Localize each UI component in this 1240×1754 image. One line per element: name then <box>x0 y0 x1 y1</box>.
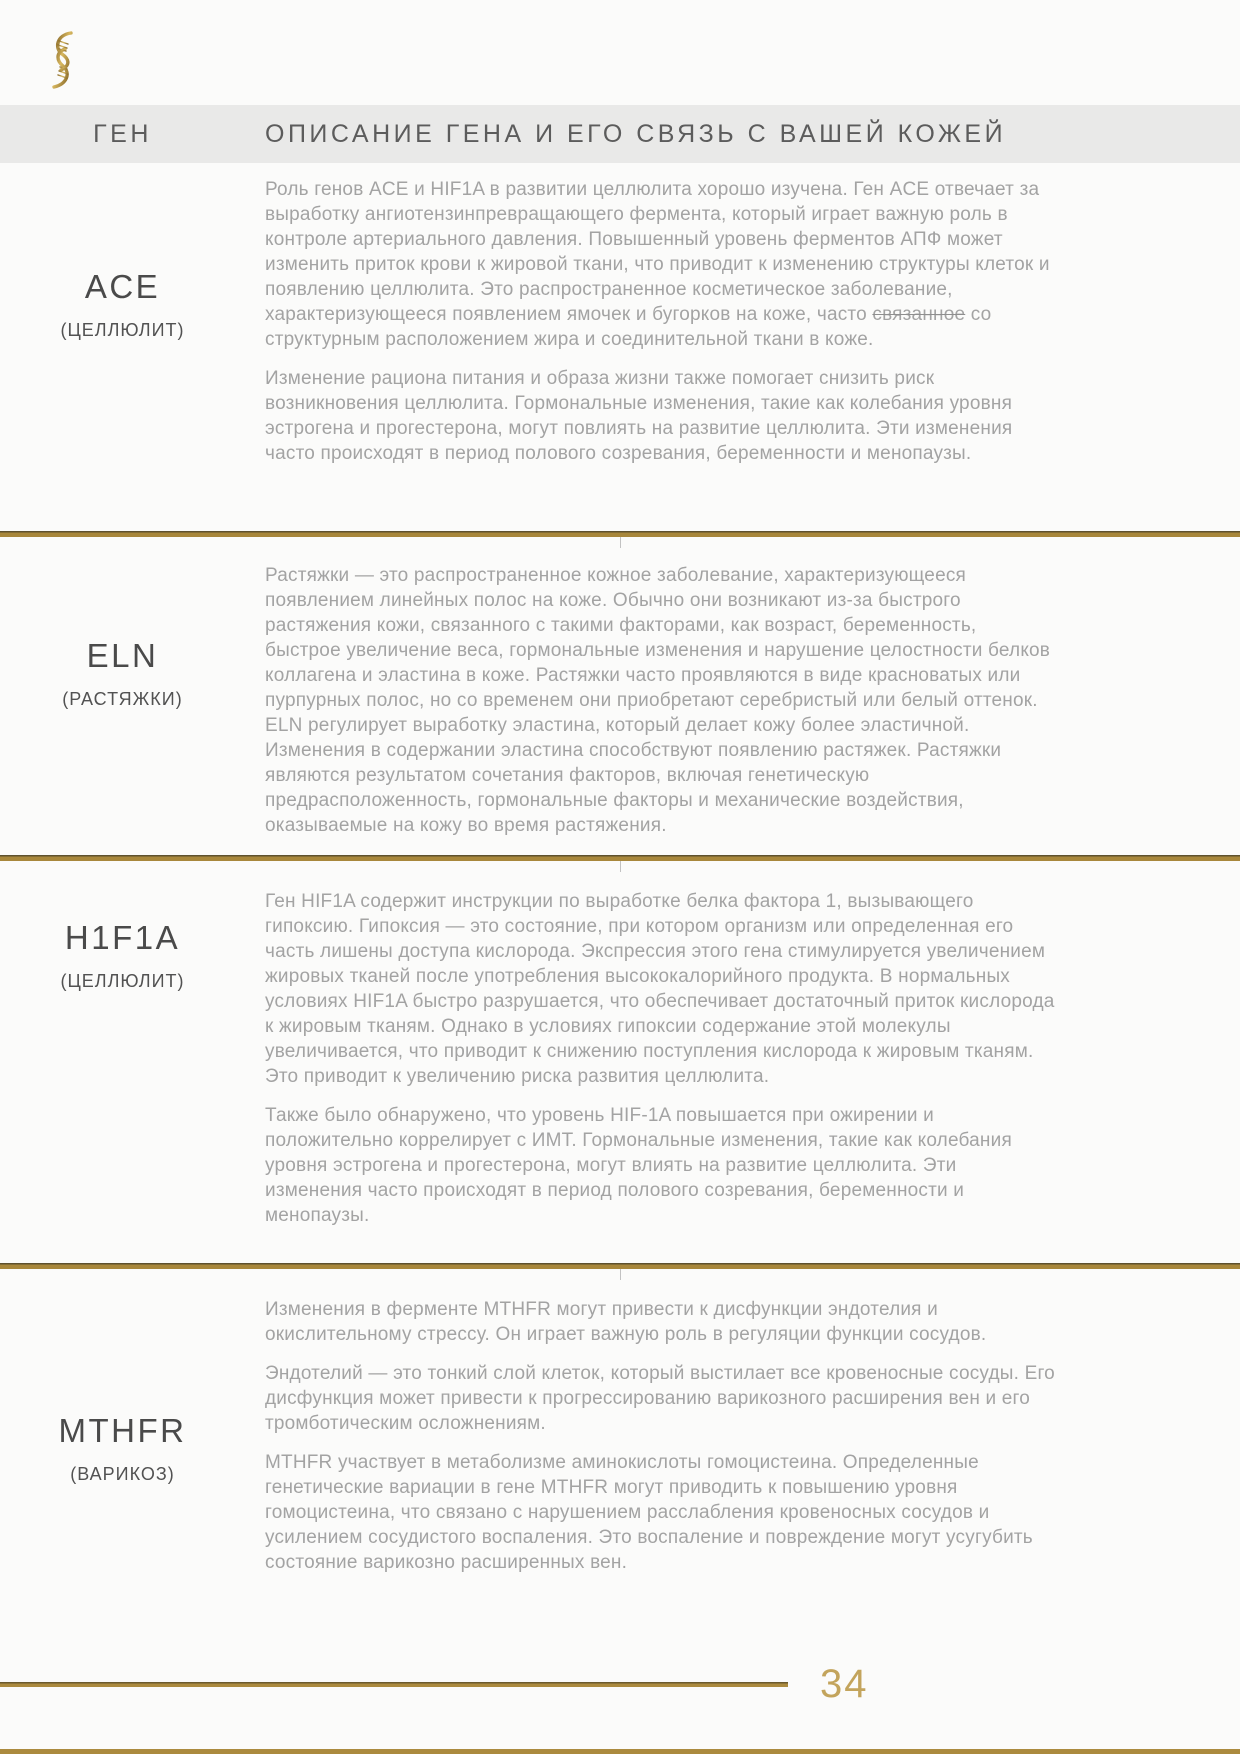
table-row-mthfr <box>0 1269 1240 1659</box>
gene-name: ELN <box>86 637 159 674</box>
gene-cell-eln <box>0 537 245 855</box>
paragraph-text: Роль генов ACE и HIF1A в развитии целлюлита хорошо изучена. Ген ACE отвечает за выработку ангиотензинпревращающего фермента, который играет важную роль в контроле артериального давления. Повышенный уровень ферментов АПФ может изменить приток крови к жировой ткани, что приводит к изменению структуры клеток и появлению целлюлита. Это распространенное косметическое заболевание, характеризующееся появлением ямочек и бугорков на коже, часто <box>265 179 1050 325</box>
paragraph: Также было обнаружено, что уровень HIF-1A повышается при ожирении и положительно коррелирует с ИМТ. Гормональные изменения, такие как колебания уровня эстрогена и прогестерона, могут влиять на развитие целлюлита. Эти изменения часто происходят в период полового созревания, беременности и менопаузы. <box>265 1105 1012 1226</box>
gene-trait: (ЦЕЛЛЮЛИТ) <box>60 320 185 340</box>
gene-trait: (РАСТЯЖКИ) <box>62 689 183 709</box>
page-footer <box>0 1662 1240 1707</box>
paragraph <box>265 177 1055 352</box>
description-cell-h1f1a <box>245 861 1240 1263</box>
dna-logo-icon <box>46 30 80 90</box>
header-gene-column: ГЕН <box>93 119 152 148</box>
row-separator <box>0 1263 1240 1269</box>
footer-rule <box>0 1682 788 1687</box>
description-cell-mthfr <box>245 1269 1240 1659</box>
column-divider-tick <box>620 1269 621 1280</box>
struck-word: связанное <box>872 304 966 325</box>
table-row-ace <box>0 163 1240 531</box>
paragraph: Растяжки — это распространенное кожное заболевание, характеризующееся появлением линейных полос на коже. Обычно они возникают из-за быстрого растяжения кожи, связанного с такими факторами, как возраст, беременность, быстрое увеличение веса, гормональные изменения и нарушение целостности белков коллагена и эластина в коже. Растяжки часто проявляются в виде красноватых или пурпурных полос, но со временем они приобретают серебристый или белый оттенок. ELN регулирует выработку эластина, который делает кожу более эластичной. Изменения в содержании эластина способствуют появлению растяжек. Растяжки являются результатом сочетания факторов, включая генетическую предрасположенность, гормональные факторы и механические воздействия, оказываемые на кожу во время растяжения. <box>265 565 1051 836</box>
column-divider-tick <box>620 537 621 548</box>
dna-logo-svg <box>46 30 80 90</box>
gene-name: ACE <box>84 268 161 305</box>
gene-name: MTHFR <box>58 1412 187 1449</box>
description-cell-eln <box>245 537 1240 855</box>
paragraph: Изменение рациона питания и образа жизни также помогает снизить риск возникновения целлюлита. Гормональные изменения, такие как колебания уровня эстрогена и прогестерона, могут повлиять на развитие целлюлита. Эти изменения часто происходят в период полового созревания, беременности и менопаузы. <box>265 368 1013 464</box>
gene-name: H1F1A <box>64 919 181 956</box>
gene-trait: (ВАРИКОЗ) <box>70 1464 175 1484</box>
paragraph: Эндотелий — это тонкий слой клеток, который выстилает все кровеносные сосуды. Его дисфункция может привести к прогрессированию варикозного расширения вен и его тромботическим осложнениям. <box>265 1363 1055 1434</box>
bottom-gold-bar <box>0 1749 1240 1754</box>
table-header <box>0 105 1240 163</box>
gene-trait: (ЦЕЛЛЮЛИТ) <box>60 971 185 991</box>
gene-cell-ace <box>0 163 245 531</box>
page-number: 34 <box>820 1662 869 1706</box>
row-separator <box>0 531 1240 537</box>
paragraph-text: со структурным расположением жира и соединительной ткани в коже. <box>265 304 992 350</box>
paragraph: MTHFR участвует в метаболизме аминокислоты гомоцистеина. Определенные генетические вариации в гене MTHFR могут приводить к повышению уровня гомоцистеина, что связано с нарушением расслабления кровеносных сосудов и усилением сосудистого воспаления. Это воспаление и повреждение могут усугубить состояние варикозно расширенных вен. <box>265 1452 1033 1573</box>
column-divider-tick <box>620 861 621 872</box>
paragraph: Изменения в ферменте MTHFR могут привести к дисфункции эндотелия и окислительному стрессу. Он играет важную роль в регуляции функции сосудов. <box>265 1299 987 1345</box>
table-row-eln <box>0 537 1240 855</box>
gene-cell-mthfr <box>0 1269 245 1659</box>
header-description-column: ОПИСАНИЕ ГЕНА И ЕГО СВЯЗЬ С ВАШЕЙ КОЖЕЙ <box>265 119 1007 148</box>
table-row-h1f1a <box>0 861 1240 1263</box>
row-separator <box>0 855 1240 861</box>
description-cell-ace <box>245 163 1240 531</box>
table-body <box>0 163 1240 1659</box>
paragraph: Ген HIF1A содержит инструкции по выработке белка фактора 1, вызывающего гипоксию. Гипоксия — это состояние, при котором организм или определенная его часть лишены доступа кислорода. Экспрессия этого гена стимулируется увеличением жировых тканей после употребления высококалорийного продукта. В нормальных условиях HIF1A быстро разрушается, что обеспечивает достаточный приток кислорода к жировым тканям. Однако в условиях гипоксии содержание этой молекулы увеличивается, что приводит к снижению поступления кислорода к жировым тканям. Это приводит к увеличению риска развития целлюлита. <box>265 891 1055 1087</box>
gene-cell-h1f1a <box>0 861 245 1263</box>
